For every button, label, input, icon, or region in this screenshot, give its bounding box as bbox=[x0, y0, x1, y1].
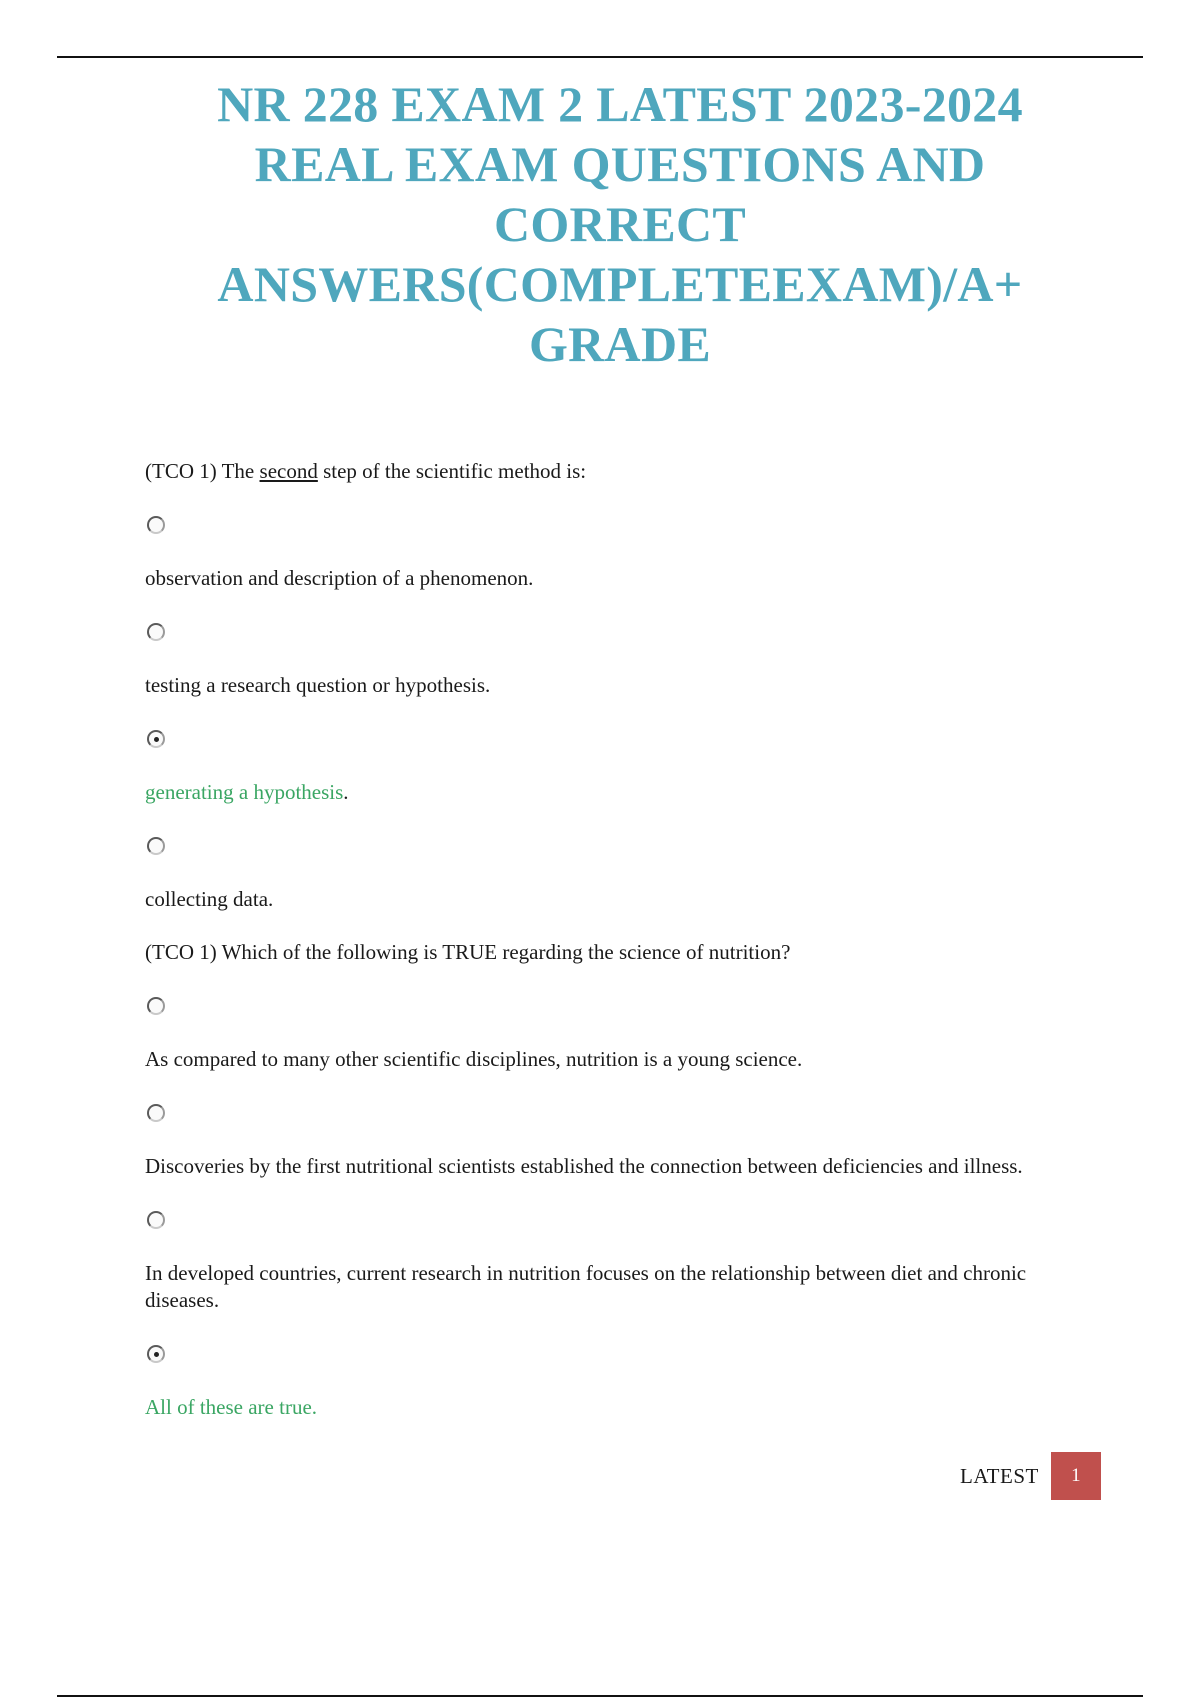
q1-option-3-period: . bbox=[343, 780, 349, 804]
exam-content bbox=[145, 458, 1090, 1452]
q1-option-4-radio[interactable] bbox=[147, 837, 165, 855]
document-title bbox=[100, 74, 1140, 374]
q1-option-1-radio[interactable] bbox=[147, 516, 165, 534]
q1-option-3-text: generating a hypothesis bbox=[145, 780, 344, 804]
question-1-prefix: (TCO 1) The bbox=[145, 459, 260, 483]
title-line: ANSWERS(COMPLETEEXAM)/A+ bbox=[217, 256, 1023, 312]
q2-option-1-radio[interactable] bbox=[147, 997, 165, 1015]
q2-option-4-label-correct: All of these are true. bbox=[145, 1395, 318, 1419]
top-rule bbox=[57, 56, 1143, 58]
question-1-underlined-word: second bbox=[259, 459, 318, 483]
question-1-text bbox=[145, 458, 1090, 485]
q2-option-2-radio[interactable] bbox=[147, 1104, 165, 1122]
title-line: REAL EXAM QUESTIONS AND bbox=[254, 136, 986, 192]
bottom-rule bbox=[57, 1695, 1143, 1697]
question-2-text: (TCO 1) Which of the following is TRUE regarding the science of nutrition? bbox=[145, 940, 791, 964]
q2-option-2-label: Discoveries by the first nutritional scientists established the connection between deficiencies and illness. bbox=[145, 1154, 1023, 1178]
title-line: CORRECT bbox=[493, 196, 747, 252]
q2-option-1-label: As compared to many other scientific disciplines, nutrition is a young science. bbox=[145, 1047, 803, 1071]
page-number-badge: 1 bbox=[1051, 1452, 1101, 1500]
q2-option-4-radio-selected[interactable] bbox=[147, 1345, 165, 1363]
q1-option-1-label: observation and description of a phenomenon. bbox=[145, 566, 534, 590]
question-1-suffix: step of the scientific method is: bbox=[317, 459, 587, 483]
q1-option-2-radio[interactable] bbox=[147, 623, 165, 641]
q1-option-3-label-correct bbox=[145, 779, 1090, 806]
title-line: NR 228 EXAM 2 LATEST 2023-2024 bbox=[217, 76, 1023, 132]
q1-option-4-label: collecting data. bbox=[145, 887, 274, 911]
q2-option-3-radio[interactable] bbox=[147, 1211, 165, 1229]
page-footer bbox=[960, 1452, 1101, 1500]
title-line: GRADE bbox=[528, 316, 712, 372]
footer-label: LATEST bbox=[960, 1463, 1039, 1488]
q1-option-2-label: testing a research question or hypothesis. bbox=[145, 673, 491, 697]
q1-option-3-radio-selected[interactable] bbox=[147, 730, 165, 748]
q2-option-3-label: In developed countries, current research in nutrition focuses on the relationship between diet and chronic diseases. bbox=[145, 1261, 1027, 1312]
